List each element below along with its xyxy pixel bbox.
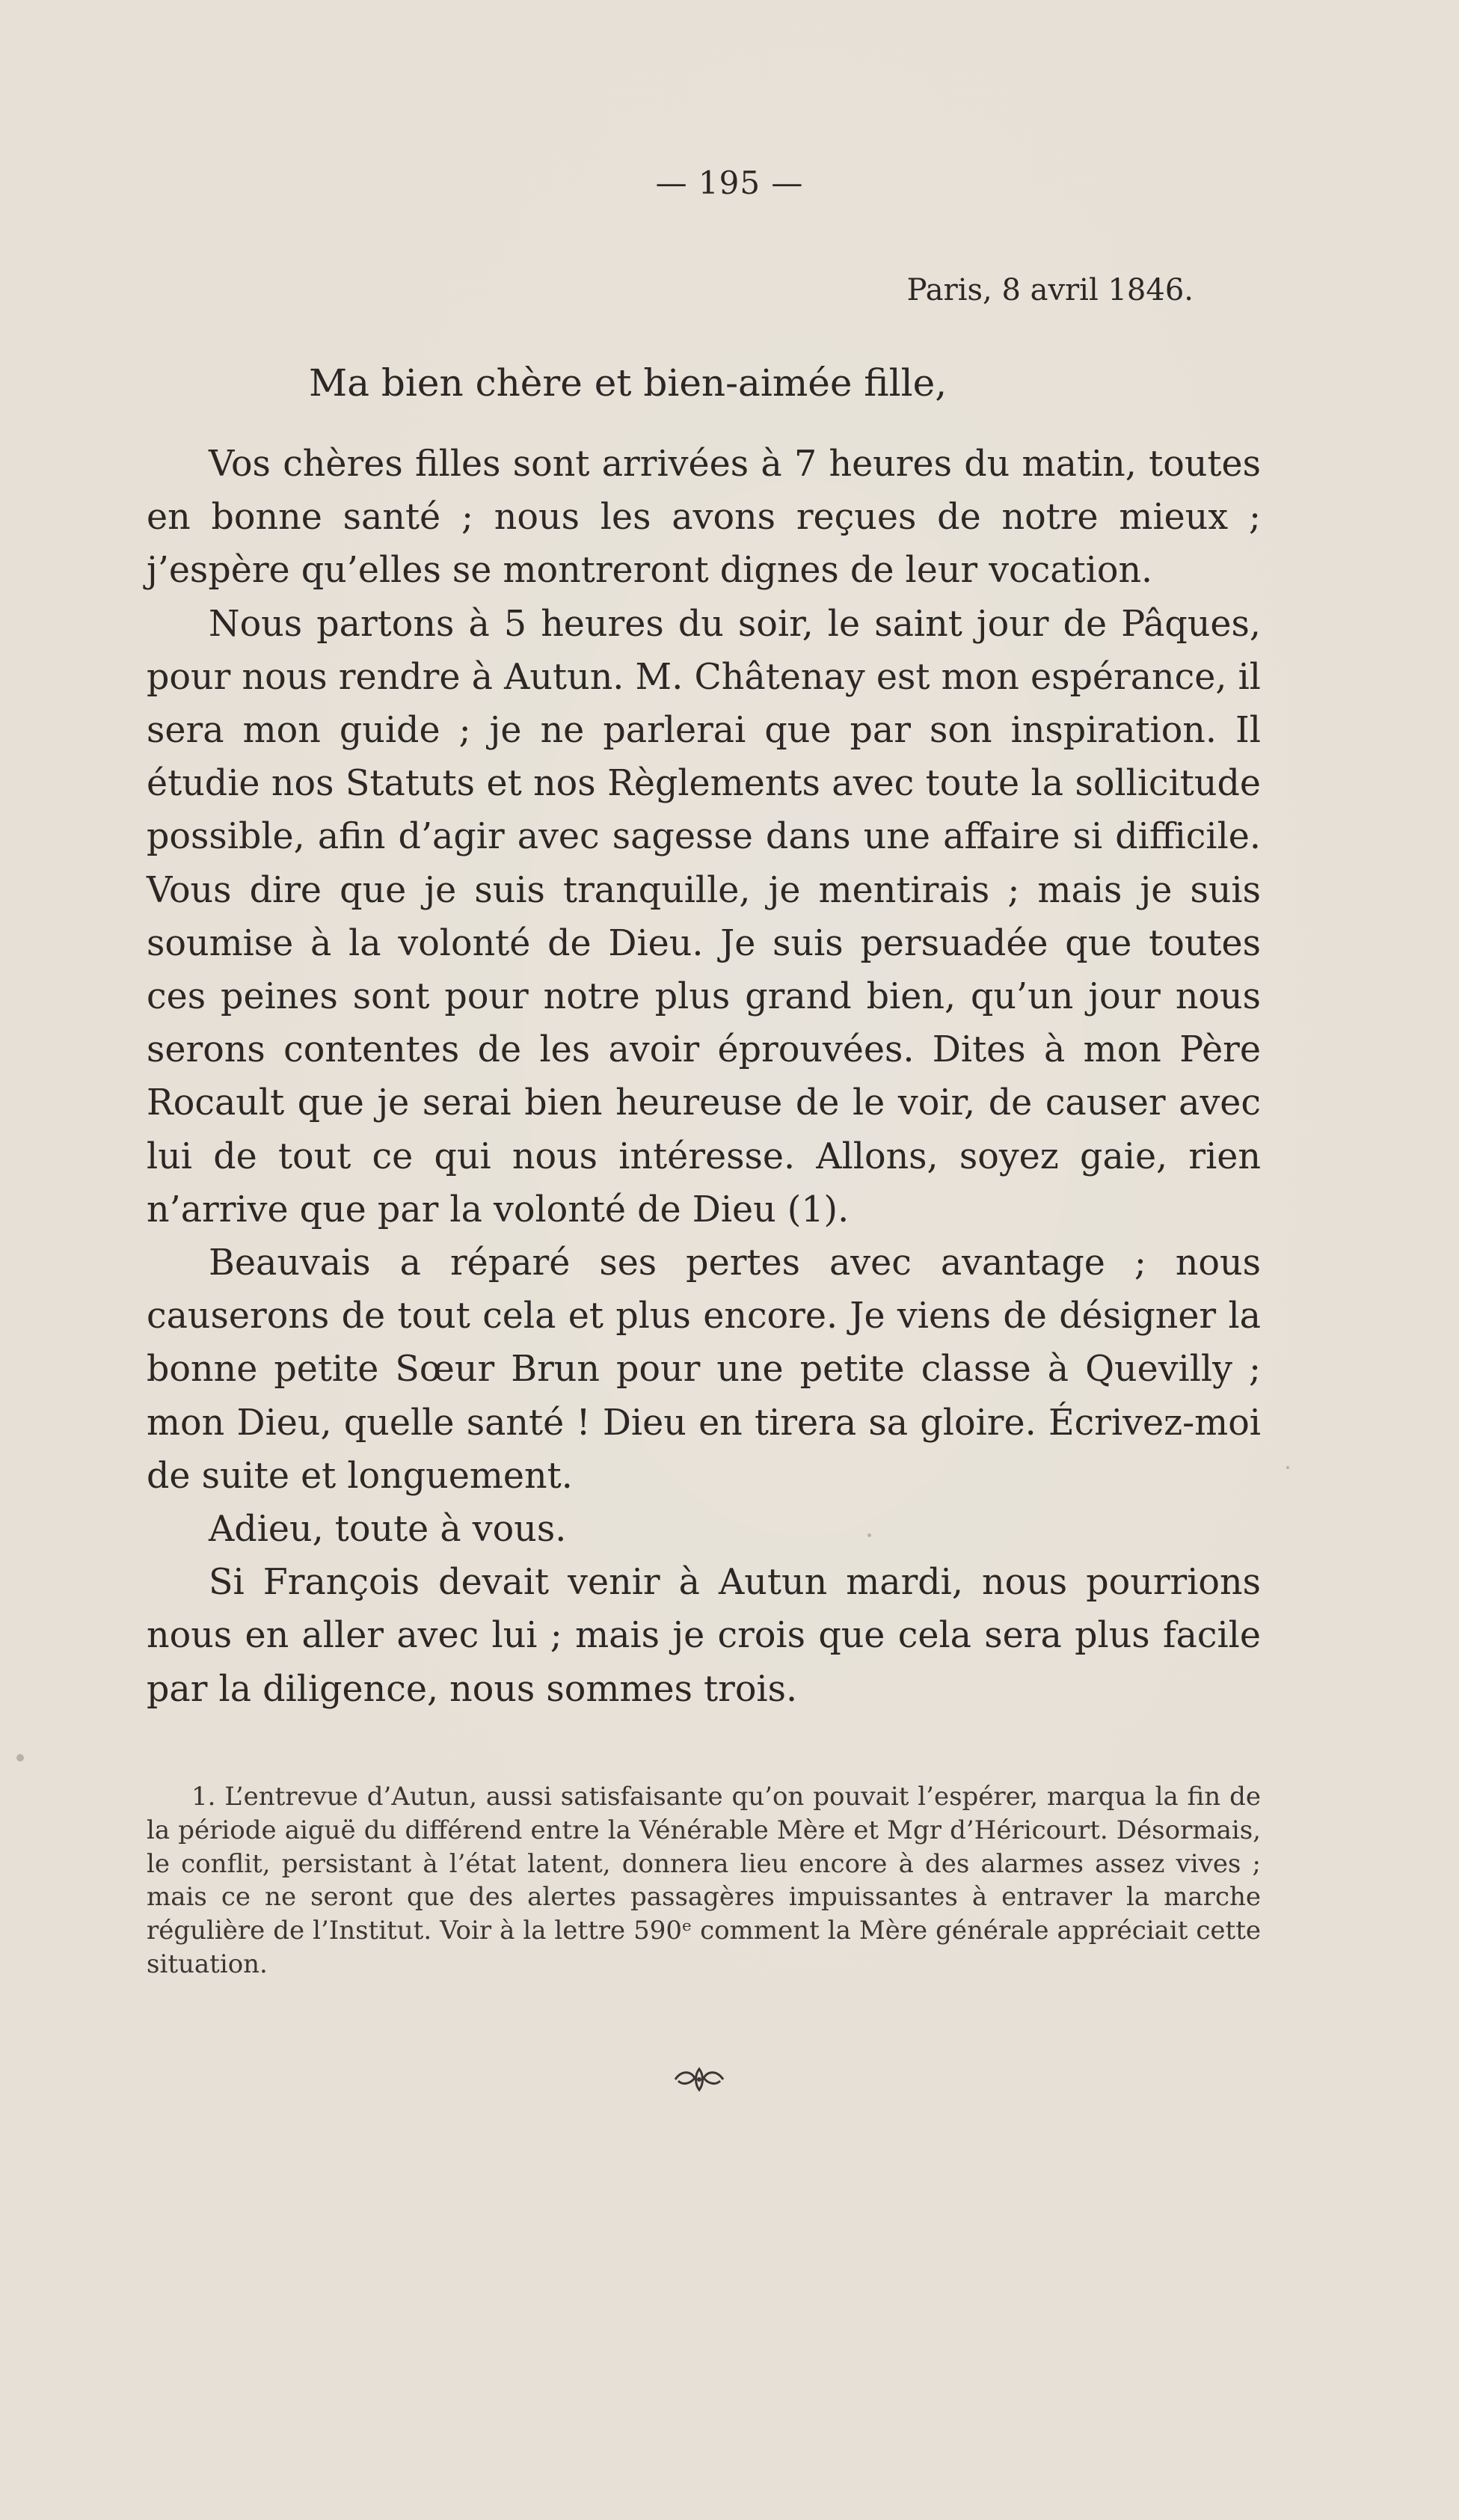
paragraph: Adieu, toute à vous. — [209, 1509, 567, 1551]
footnote: 1. L’entrevue d’Autun, aussi satisfaisante qu’on pouvait l’espérer, marqua la fin de la période aiguë du différend entre la Vénérable Mère et Mgr d’Héricourt. Désormais, le conflit, persistant à l’état latent, donnera lieu encore à des alarmes assez vives ; mais ce ne seront que des alertes passagères impuissantes à entraver la marche régulière de l’Institut. Voir à la lettre 590ᵉ comment la Mère générale appréciait cette situation. — [147, 1782, 1261, 1979]
paragraph: Si François devait venir à Autun mardi, nous pourrions nous en aller avec lui ; mais je crois que cela sera plus facile par la diligence, nous sommes trois. — [147, 1562, 1261, 1710]
dateline: Paris, 8 avril 1846. — [906, 273, 1194, 307]
page-number: — 195 — — [655, 165, 804, 201]
salutation: Ma bien chère et bien-aimée fille, — [309, 361, 947, 405]
letter-body — [147, 438, 1261, 1716]
fleuron-icon — [669, 2064, 729, 2094]
paragraph: Vos chères filles sont arrivées à 7 heures du matin, toutes en bonne santé ; nous les avons reçues de notre mieux ; j’espère qu’elles se montreront dignes de leur vocation. — [147, 444, 1261, 592]
paragraph: Beauvais a réparé ses pertes avec avantage ; nous causerons de tout cela et plus encore. Je viens de désigner la bonne petite Sœur Brun pour une petite classe à Quevilly ; mon Dieu, quelle santé ! Dieu en tirera sa gloire. Écrivez-moi de suite et longuement. — [147, 1242, 1261, 1497]
paragraph: Nous partons à 5 heures du soir, le saint jour de Pâques, pour nous rendre à Autun. M. Châtenay est mon espérance, il sera mon guide ; je ne parlerai que par son inspiration. Il étudie nos Statuts et nos Règlements avec toute la sollicitude possible, afin d’agir avec sagesse dans une affaire si difficile. Vous dire que je suis tranquille, je mentirais ; mais je suis soumise à la volonté de Dieu. Je suis persuadée que toutes ces peines sont pour notre plus grand bien, qu’un jour nous serons contentes de les avoir éprouvées. Dites à mon Père Rocault que je serai bien heureuse de le voir, de causer avec lui de tout ce qui nous intéresse. Allons, soyez gaie, rien n’arrive que par la volonté de Dieu (1). — [147, 603, 1261, 1230]
